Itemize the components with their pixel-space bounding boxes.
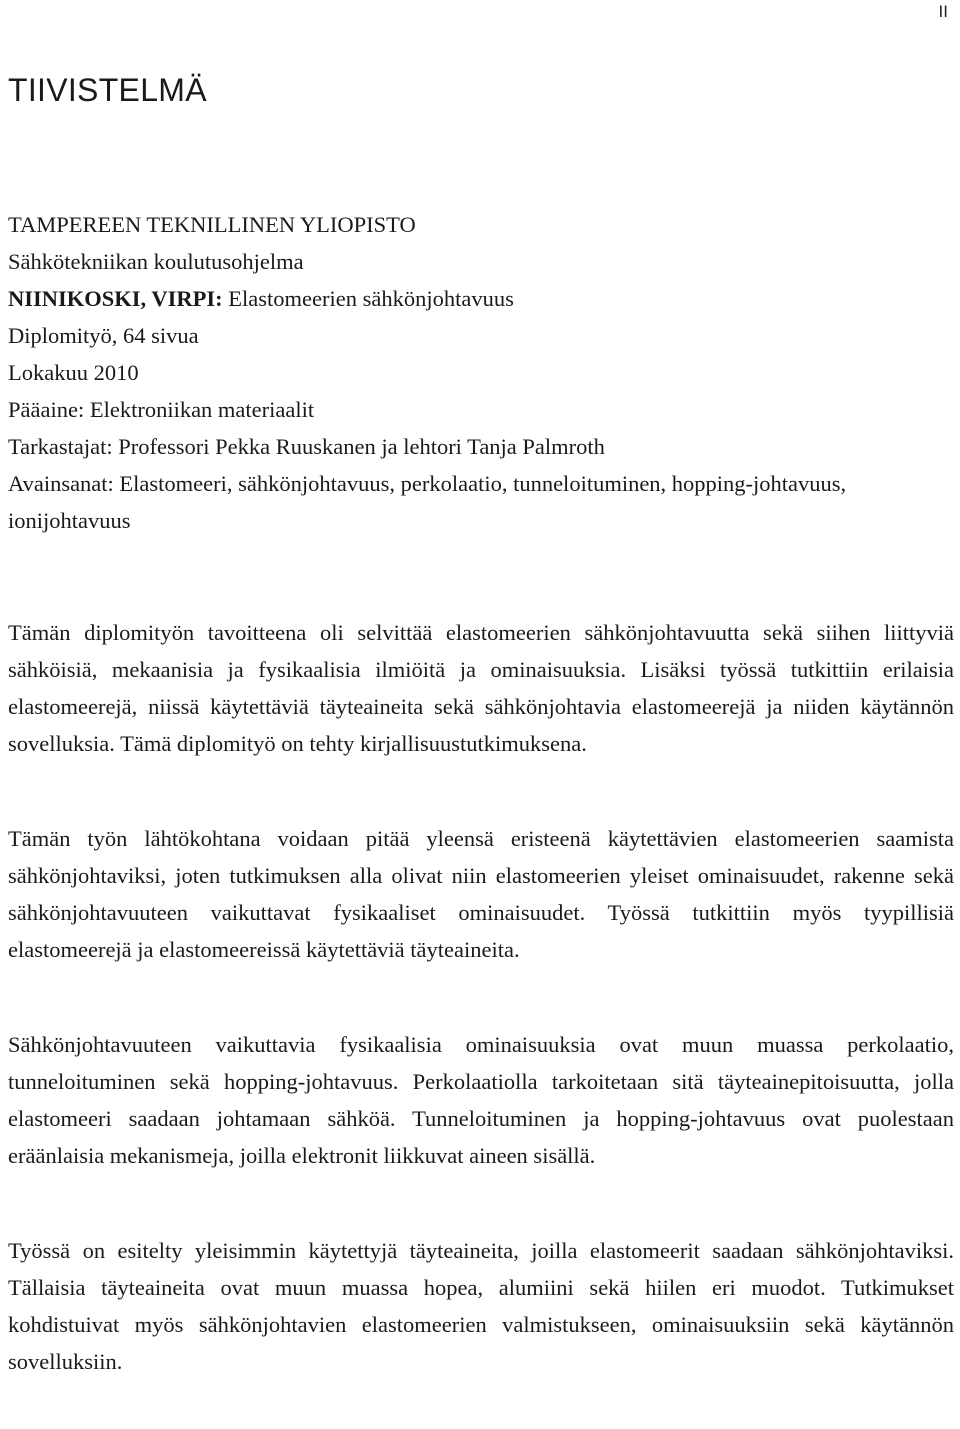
abstract-paragraph-4: Työssä on esitelty yleisimmin käytettyjä täyteaineita, joilla elastomeerit saadaan sähkönjohtaviksi. Tällaisia täyteaineita ovat muun muassa hopea, alumiini sekä hiilen eri muodot. Tutkimukset kohdistuivat myös sähkönjohtavien elastomeerien valmistukseen, ominaisuuksiin sekä käytännön sovelluksiin. <box>8 1238 954 1374</box>
examiners: Tarkastajat: Professori Pekka Ruuskanen ja lehtori Tanja Palmroth <box>8 434 605 459</box>
abstract-paragraph-1: Tämän diplomityön tavoitteena oli selvittää elastomeerien sähkönjohtavuutta sekä siihen liittyviä sähköisiä, mekaanisia ja fysikaalisia ilmiöitä ja ominaisuuksia. Lisäksi työssä tutkittiin erilaisia elastomeerejä, niissä käytettäviä täyteaineita sekä sähkönjohtavia elastomeerejä ja niiden käytännön sovelluksia. Tämä diplomityö on tehty kirjallisuustutkimuksena. <box>8 620 954 756</box>
section-title: TIIVISTELMÄ <box>8 72 207 108</box>
degree-programme: Sähkötekniikan koulutusohjelma <box>8 249 304 274</box>
author-and-title <box>8 280 952 317</box>
abstract-paragraph-3: Sähkönjohtavuuteen vaikuttavia fysikaalisia ominaisuuksia ovat muun muassa perkolaatio, tunneloituminen sekä hopping-johtavuus. Perkolaatiolla tarkoitetaan sitä täyteainepitoisuutta, jolla elastomeeri saadaan johtamaan sähköä. Tunneloituminen ja hopping-johtavuus ovat puolestaan eräänlaisia mekanismeja, joilla elektronit liikkuvat aineen sisällä. <box>8 1032 954 1168</box>
author-name: NIINIKOSKI, VIRPI: <box>8 286 223 311</box>
page-number: II <box>938 2 948 21</box>
abstract-paragraph-2: Tämän työn lähtökohtana voidaan pitää yleensä eristeenä käytettävien elastomeerien saamista sähkönjohtaviksi, joten tutkimuksen alla olivat niin elastomeerien yleiset ominaisuudet, rakenne sekä sähkönjohtavuuteen vaikuttavat fysikaaliset ominaisuudet. Työssä tutkittiin myös tyypillisiä elastomeerejä ja elastomeereissä käytettäviä täyteaineita. <box>8 826 954 962</box>
keywords: Avainsanat: Elastomeeri, sähkönjohtavuus, perkolaatio, tunneloituminen, hopping-johtavuus, ionijohtavuus <box>8 471 847 533</box>
university-name: TAMPEREEN TEKNILLINEN YLIOPISTO <box>8 212 416 237</box>
thesis-metadata <box>8 206 952 539</box>
major-subject: Pääaine: Elektroniikan materiaalit <box>8 397 315 422</box>
thesis-title: Elastomeerien sähkönjohtavuus <box>228 286 514 311</box>
thesis-info: Diplomityö, 64 sivua <box>8 323 199 348</box>
abstract-body <box>8 614 954 1380</box>
thesis-date: Lokakuu 2010 <box>8 360 139 385</box>
